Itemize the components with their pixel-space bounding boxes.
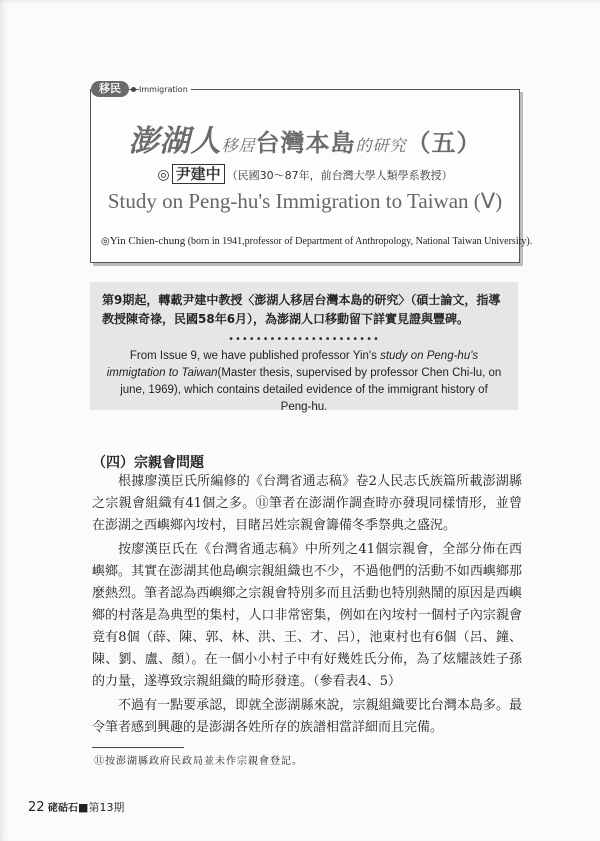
author-symbol: ◎ [157,167,170,183]
footnote: ⑪按澎湖縣政府民政局並未作宗親會登記。 [94,756,303,767]
intro-divider-dots: •••••••••••••••••••••• [228,334,380,345]
intro-en-italic: study on Peng-hu's immigtation to Taiwan [106,350,479,379]
issue-number: ■第13期 [78,801,125,814]
author-en-name: Yin Chien-chung [109,235,186,247]
intro-text-cn: 第9期起，轉載尹建中教授〈澎湖人移居台灣本島的研究〉（碩士論文，指導教授陳奇祿，民國58年6月），為澎湖人口移動留下詳實見證與豐碑。 [102,293,501,326]
author-name-cn: 尹建中 [172,164,225,184]
author-line-en [101,235,533,247]
body-paragraph-1: 根據廖漢臣氏所編修的《台灣省通志稿》卷2人民志氏族篇所載澎湖縣之宗親會組織有41個之多。⑪筆者在澎湖作調查時亦發現同樣情形，並曾在澎湖之西嶼鄉內垵村，目睹呂姓宗親會籌備冬季祭典之盛況。 [92,474,522,533]
section-tag-en: Immigration [139,85,191,94]
article-title-en: Study on Peng-hu's Immigration to Taiwan (Ⅴ) [107,189,503,213]
title-part-5: （五） [406,128,482,157]
body-paragraph-3: 不過有一點要承認，即就全澎湖縣來說，宗親組織要比台灣本島多。最令筆者感到興趣的是澎湖各姓所存的族譜相當詳細而且完備。 [92,698,522,735]
author-en-note: (born in 1941,professor of Department of Anthropology, National Taiwan University). [185,236,533,247]
page-number: 22 [28,800,45,815]
section-tag-cn: 移民 [91,81,129,97]
intro-en-before: From Issue 9, we have published professor Yin's [129,350,381,362]
footnote-rule [92,747,184,748]
title-part-2: 移居 [221,136,256,155]
author-line-cn [91,164,519,184]
title-part-4: 的研究 [355,136,407,155]
body-paragraph-2: 按廖漢臣氏在《台灣省通志稿》中所列之41個宗親會，全部分佈在西嶼鄉。其實在澎湖其他島嶼宗親組織也不少，不過他們的活動不如西嶼鄉那麼熱烈。筆者認為西嶼鄉之宗親會特別多而且活動也特別熱鬧的原因是西嶼鄉的村落是為典型的集村，人口非常密集，例如在內垵村一個村子內宗親會竟有8個（薛、陳、郭、林、洪、王、才、呂），池東村也有6個（呂、鐘、陳、劉、盧、顏）。在一個小小村子中有好幾姓氏分佈，為了炫耀該姓子孫的力量，遂導致宗親組織的畸形發達。（參看表4、5） [92,542,522,689]
author-note-cn: （民國30～87年，前台灣大學人類學系教授） [226,169,453,182]
intro-box [90,282,518,413]
title-part-1: 澎湖人 [128,124,222,159]
intro-en-after: (Master thesis, supervised by professor Chen Chi-lu, on june, 1969), which contains detailed evidence of the immigrant history of Peng-hu. [120,367,502,413]
author-en-symbol: ◎ [101,236,110,247]
magazine-name: 硓𥑮石 [48,803,79,814]
intro-text-en [104,348,504,416]
article-title-cn [91,116,519,160]
page-folio [28,799,124,815]
article-header-box [90,82,533,263]
section-heading: （四）宗親會問題 [92,455,204,471]
tag-dot-icon [131,87,136,92]
section-tag [91,81,191,97]
title-part-3: 台灣本島 [255,128,356,157]
